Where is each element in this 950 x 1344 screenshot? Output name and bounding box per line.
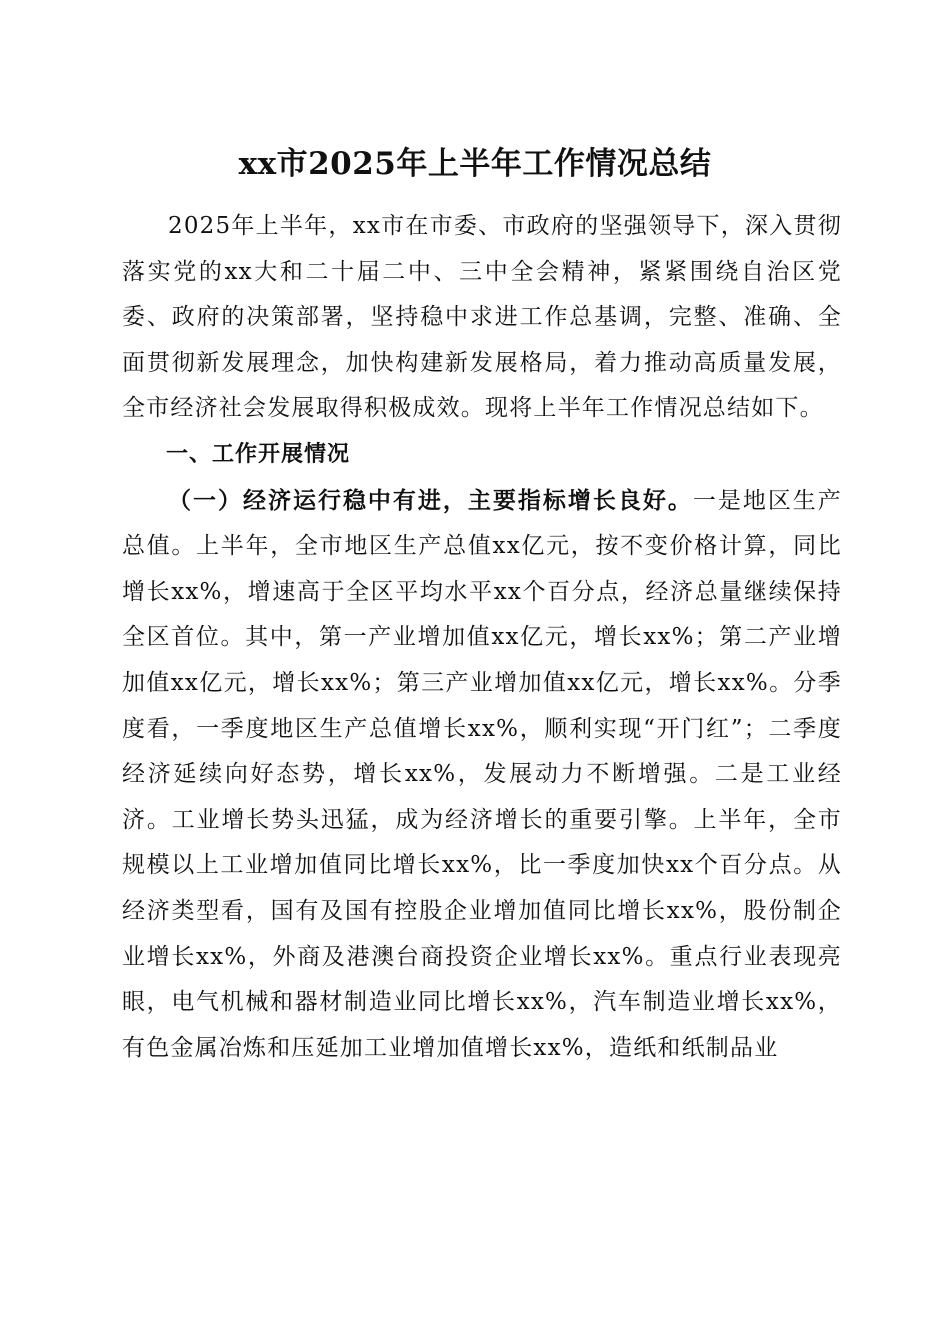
document-title: xx市2025年上半年工作情况总结 xyxy=(238,146,712,182)
section-heading-work-progress: 一、工作开展情况 xyxy=(166,441,351,467)
subsection-paragraph-economy xyxy=(122,478,842,1072)
subsection-heading-economy: （一）经济运行稳中有进，主要指标增长良好。 xyxy=(168,486,693,514)
document-body xyxy=(122,204,842,1071)
intro-paragraph: 2025年上半年，xx市在市委、市政府的坚强领导下，深入贯彻落实党的xx大和二十届二中、三中全会精神，紧紧围绕自治区党委、政府的决策部署，坚持稳中求进工作总基调，完整、准确、全面贯彻新发展理念，加快构建新发展格局，着力推动高质量发展，全市经济社会发展取得积极成效。现将上半年工作情况总结如下。 xyxy=(122,213,842,422)
subsection-body-economy: 一是地区生产总值。上半年，全市地区生产总值xx亿元，按不变价格计算，同比增长xx%，增速高于全区平均水平xx个百分点，经济总量继续保持全区首位。其中，第一产业增加值xx亿元，增长xx%；第二产业增加值xx亿元，增长xx%；第三产业增加值xx亿元，增长xx%。分季度看，一季度地区生产总值增长xx%，顺利实现“开门红”；二季度经济延续向好态势，增长xx%，发展动力不断增强。二是工业经济。工业增长势头迅猛，成为经济增长的重要引擎。上半年，全市规模以上工业增加值同比增长xx%，比一季度加快xx个百分点。从经济类型看，国有及国有控股企业增加值同比增长xx%，股份制企业增长xx%，外商及港澳台商投资企业增长xx%。重点行业表现亮眼，电气机械和器材制造业同比增长xx%，汽车制造业增长xx%，有色金属冶炼和压延加工业增加值增长xx%，造纸和纸制品业 xyxy=(122,487,843,1061)
